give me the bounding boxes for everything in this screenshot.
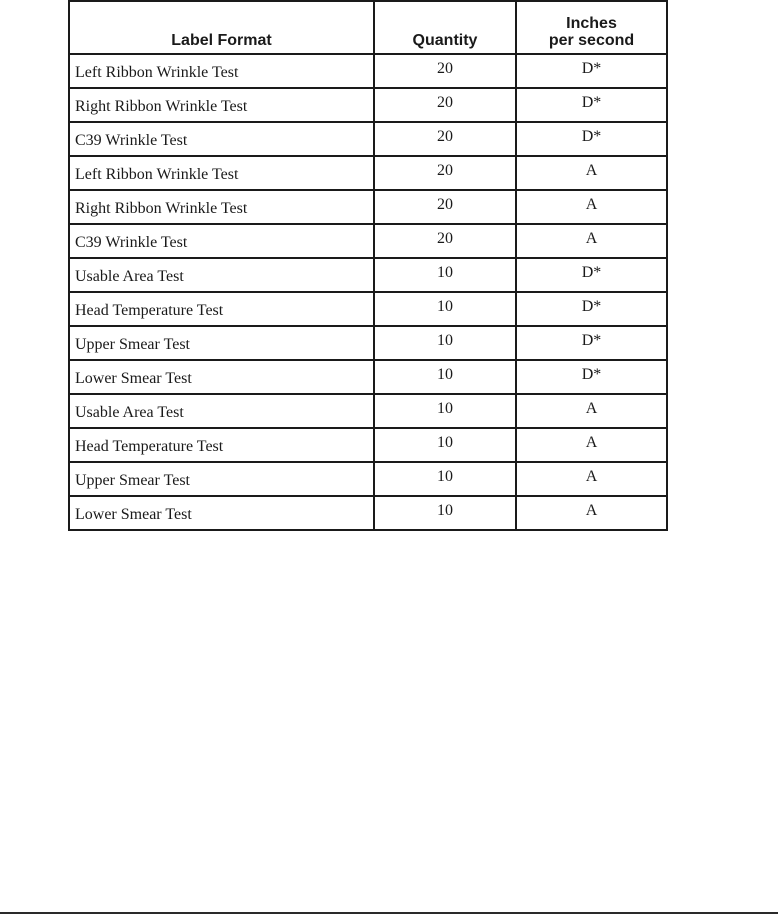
cell-inches-per-second: A (516, 462, 667, 496)
cell-inches-per-second: D* (516, 122, 667, 156)
cell-quantity: 20 (374, 224, 516, 258)
header-ips-line2: per second (548, 32, 635, 49)
label-format-table (68, 0, 668, 531)
cell-label-format: Right Ribbon Wrinkle Test (69, 88, 374, 122)
cell-quantity: 20 (374, 190, 516, 224)
cell-quantity: 10 (374, 394, 516, 428)
cell-inches-per-second: A (516, 496, 667, 530)
table-row (69, 326, 667, 360)
cell-inches-per-second: A (516, 394, 667, 428)
cell-inches-per-second: A (516, 224, 667, 258)
cell-label-format: Head Temperature Test (69, 292, 374, 326)
header-inches-per-second (516, 1, 667, 54)
cell-inches-per-second: D* (516, 292, 667, 326)
table-row (69, 88, 667, 122)
table-row (69, 190, 667, 224)
cell-label-format: Lower Smear Test (69, 496, 374, 530)
cell-quantity: 20 (374, 156, 516, 190)
cell-quantity: 20 (374, 88, 516, 122)
table-row (69, 54, 667, 88)
table-row (69, 360, 667, 394)
cell-label-format: Usable Area Test (69, 394, 374, 428)
cell-label-format: Right Ribbon Wrinkle Test (69, 190, 374, 224)
header-row (69, 1, 667, 54)
cell-inches-per-second: D* (516, 88, 667, 122)
table-row (69, 258, 667, 292)
cell-label-format: Head Temperature Test (69, 428, 374, 462)
cell-quantity: 20 (374, 54, 516, 88)
table-row (69, 394, 667, 428)
cell-label-format: C39 Wrinkle Test (69, 224, 374, 258)
cell-label-format: Left Ribbon Wrinkle Test (69, 156, 374, 190)
table-row (69, 224, 667, 258)
cell-quantity: 10 (374, 428, 516, 462)
table-row (69, 462, 667, 496)
cell-quantity: 10 (374, 326, 516, 360)
cell-label-format: Upper Smear Test (69, 462, 374, 496)
footer-rule (0, 912, 778, 914)
cell-inches-per-second: D* (516, 326, 667, 360)
header-label-format: Label Format (69, 1, 374, 54)
table-row (69, 496, 667, 530)
cell-quantity: 10 (374, 292, 516, 326)
table-body (69, 54, 667, 530)
cell-quantity: 20 (374, 122, 516, 156)
table-row (69, 292, 667, 326)
cell-label-format: C39 Wrinkle Test (69, 122, 374, 156)
cell-inches-per-second: A (516, 190, 667, 224)
cell-inches-per-second: D* (516, 360, 667, 394)
header-quantity: Quantity (374, 1, 516, 54)
cell-inches-per-second: A (516, 156, 667, 190)
table-header (69, 1, 667, 54)
cell-label-format: Usable Area Test (69, 258, 374, 292)
table-row (69, 122, 667, 156)
table-row (69, 156, 667, 190)
cell-quantity: 10 (374, 462, 516, 496)
cell-label-format: Lower Smear Test (69, 360, 374, 394)
cell-quantity: 10 (374, 360, 516, 394)
cell-inches-per-second: D* (516, 54, 667, 88)
cell-inches-per-second: A (516, 428, 667, 462)
header-ips-line1: Inches (566, 15, 617, 32)
cell-quantity: 10 (374, 258, 516, 292)
cell-inches-per-second: D* (516, 258, 667, 292)
table-row (69, 428, 667, 462)
cell-quantity: 10 (374, 496, 516, 530)
cell-label-format: Left Ribbon Wrinkle Test (69, 54, 374, 88)
cell-label-format: Upper Smear Test (69, 326, 374, 360)
